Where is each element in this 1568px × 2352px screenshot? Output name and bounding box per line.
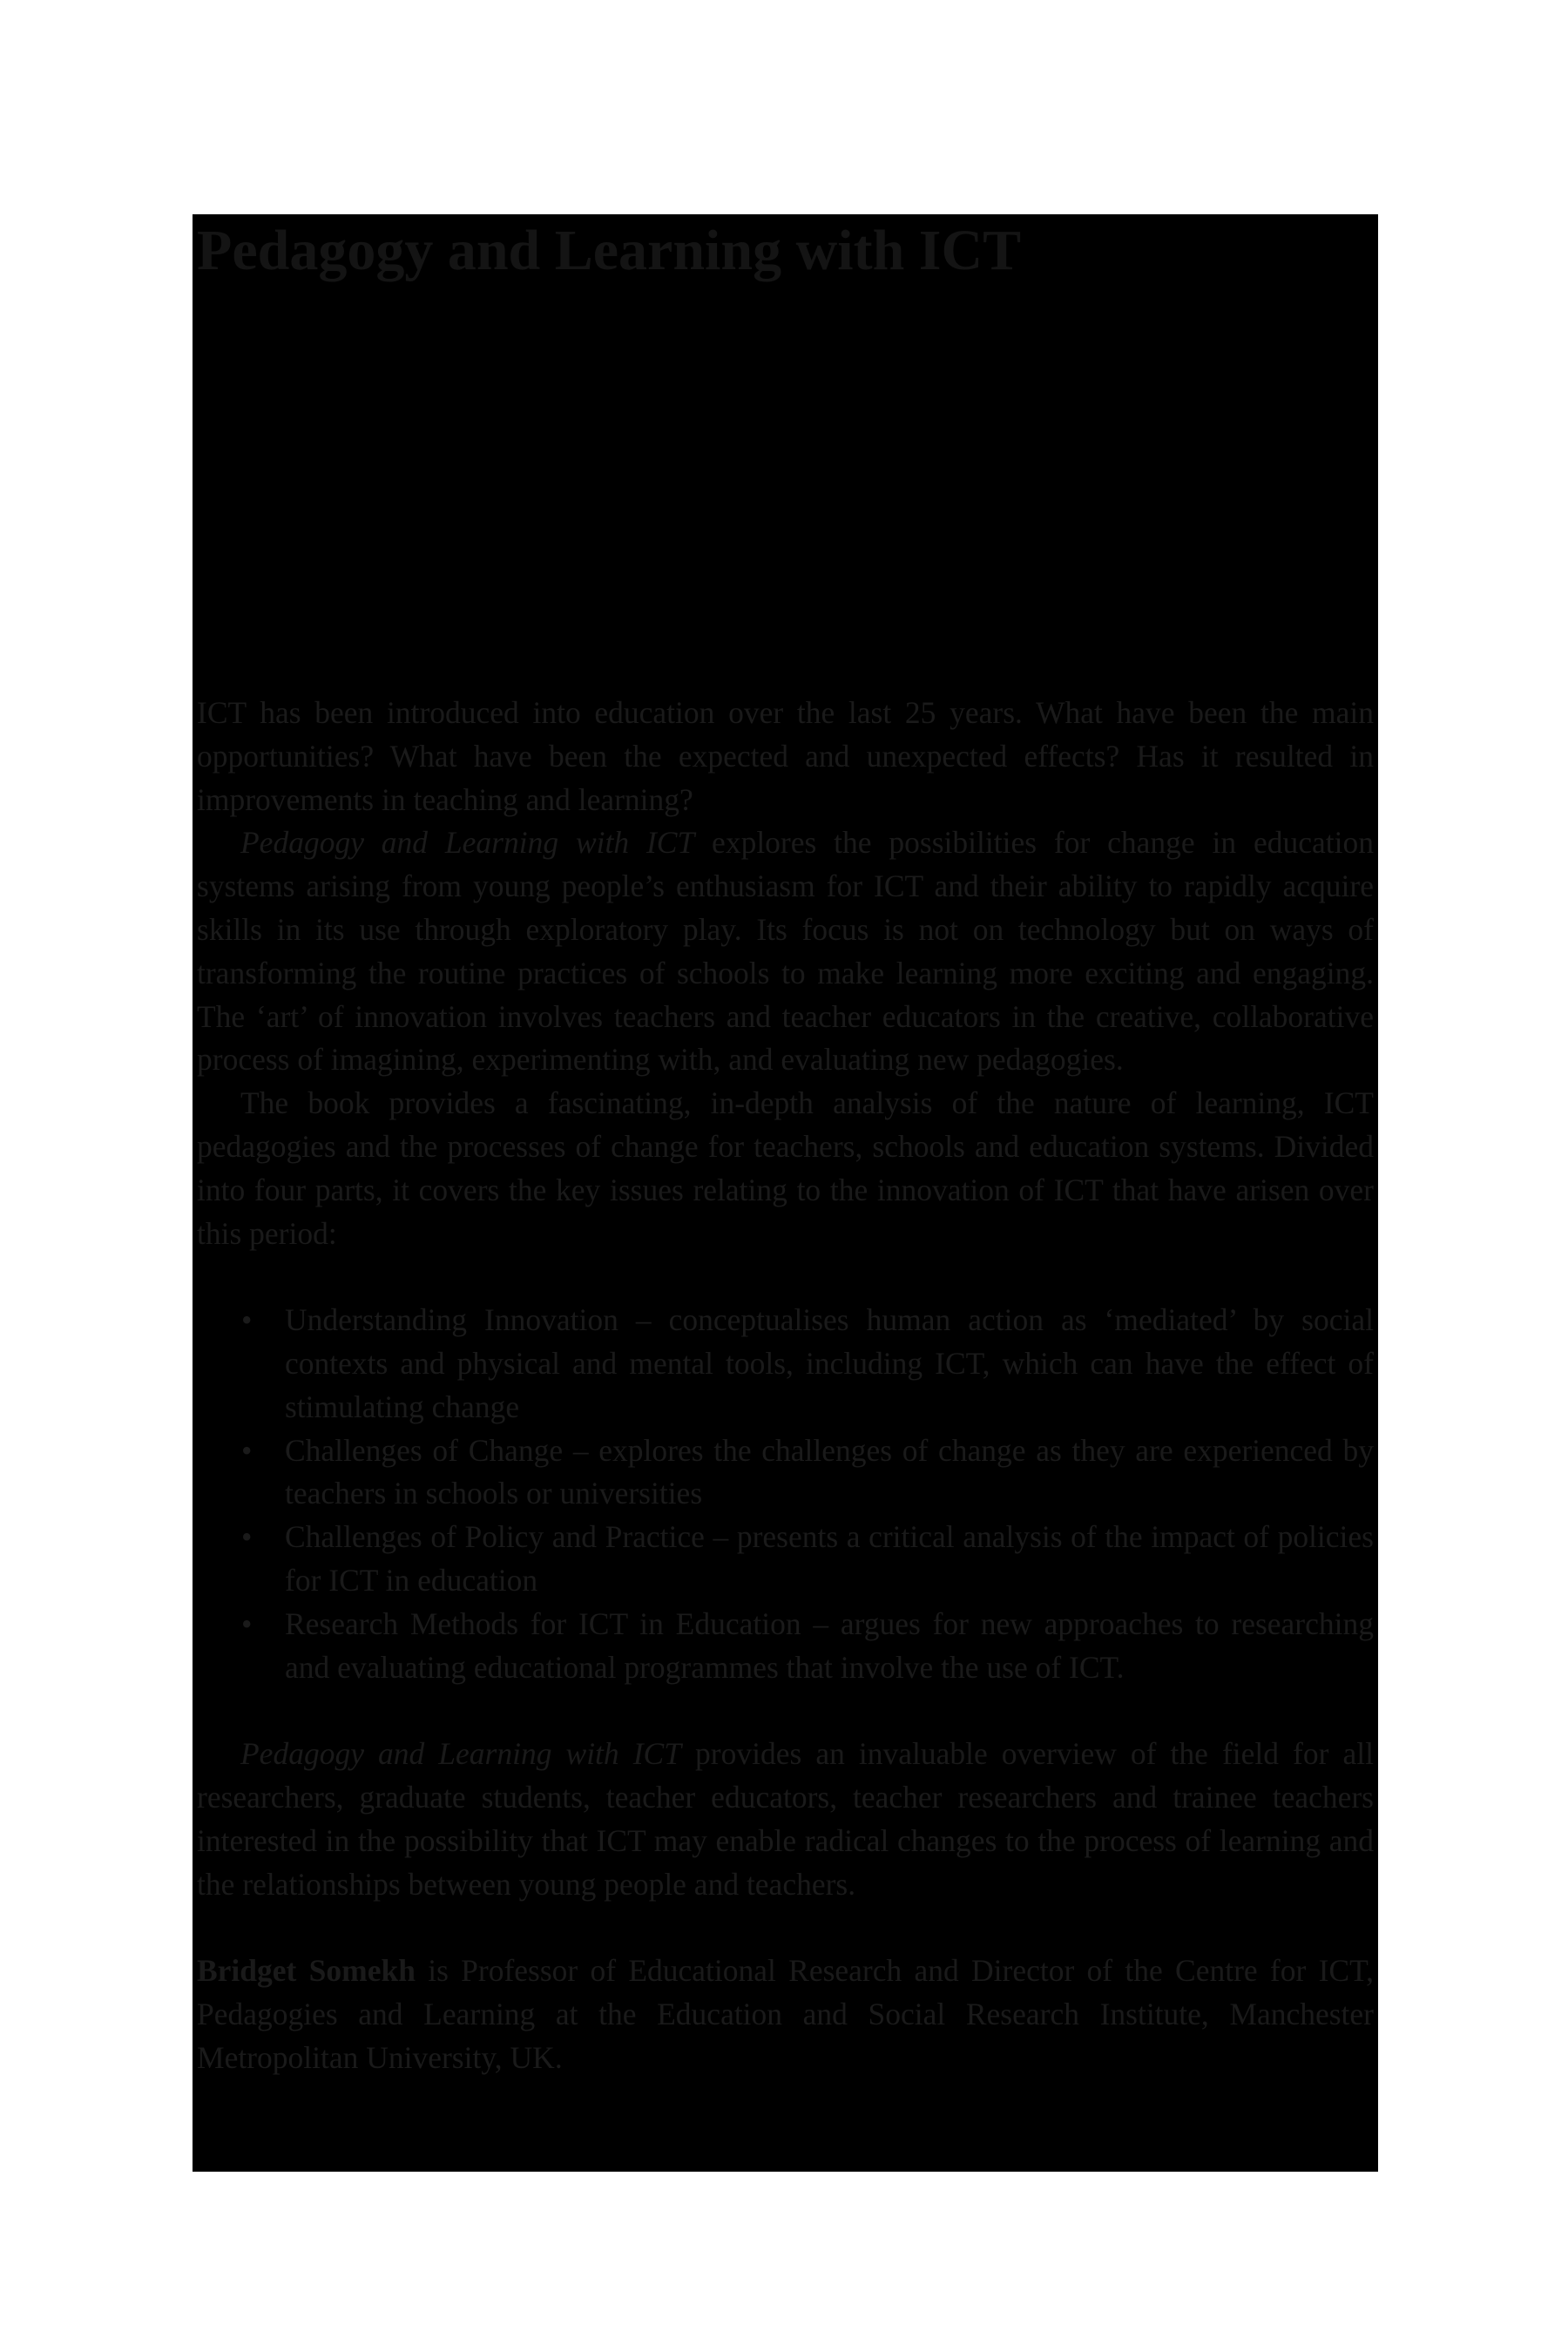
book-blurb-page (193, 214, 1378, 2172)
parts-list (197, 1299, 1374, 1689)
list-item: • Challenges of Policy and Practice – presents a critical analysis of the impact of policies for ICT in education (285, 1516, 1374, 1603)
intro-paragraph: ICT has been introduced into education over the last 25 years. What have been the main opportunities? What have been the expected and unexpected effects? Has it resulted in improvements in teaching and learning? (197, 695, 1374, 817)
list-item: • Understanding Innovation – conceptualises human action as ‘mediated’ by social contexts and physical and mental tools, including ICT, which can have the effect of stimulating change (285, 1299, 1374, 1429)
list-item: • Research Methods for ICT in Education – argues for new approaches to researching and evaluating educational programmes that involve the use of ICT. (285, 1603, 1374, 1690)
blurb-body (197, 692, 1374, 2080)
book-title-italic: Pedagogy and Learning with ICT (240, 825, 695, 861)
author-bio (197, 1950, 1374, 2079)
list-item: • Challenges of Change – explores the challenges of change as they are experienced by teachers in schools or universities (285, 1429, 1374, 1517)
closing-text: provides an invaluable overview of the field for all researchers, graduate students, teacher educators, teacher researchers and trainee teachers interested in the possibility that ICT may enable radical changes to the process of learning and the relationships between young people and teachers. (197, 1736, 1374, 1902)
closing-paragraph (197, 1733, 1374, 1906)
book-title: Pedagogy and Learning with ICT (197, 219, 1022, 282)
author-bio-text: is Professor of Educational Research and Director of the Centre for ICT, Pedagogies and Learning at the Education and Social Research Institute, Manchester Metropolitan University, UK. (197, 1953, 1374, 2075)
description-text: explores the possibilities for change in education systems arising from young people’s enthusiasm for ICT and their ability to rapidly acquire skills in its use through exploratory play. Its focus is not on technology but on ways of transforming the routine practices of schools to make learning more exciting and engaging. The ‘art’ of innovation involves teachers and teacher educators in the creative, collaborative process of imagining, experimenting with, and evaluating new pedagogies. (197, 825, 1374, 1078)
description-paragraph (197, 821, 1374, 1082)
overview-paragraph: The book provides a fascinating, in-depth analysis of the nature of learning, ICT pedagogies and the processes of change for teachers, schools and education systems. Divided into four parts, it covers the key issues relating to the innovation of ICT that have arisen over this period: (197, 1085, 1374, 1251)
author-name: Bridget Somekh (197, 1953, 416, 1989)
book-title-italic: Pedagogy and Learning with ICT (240, 1736, 681, 1772)
